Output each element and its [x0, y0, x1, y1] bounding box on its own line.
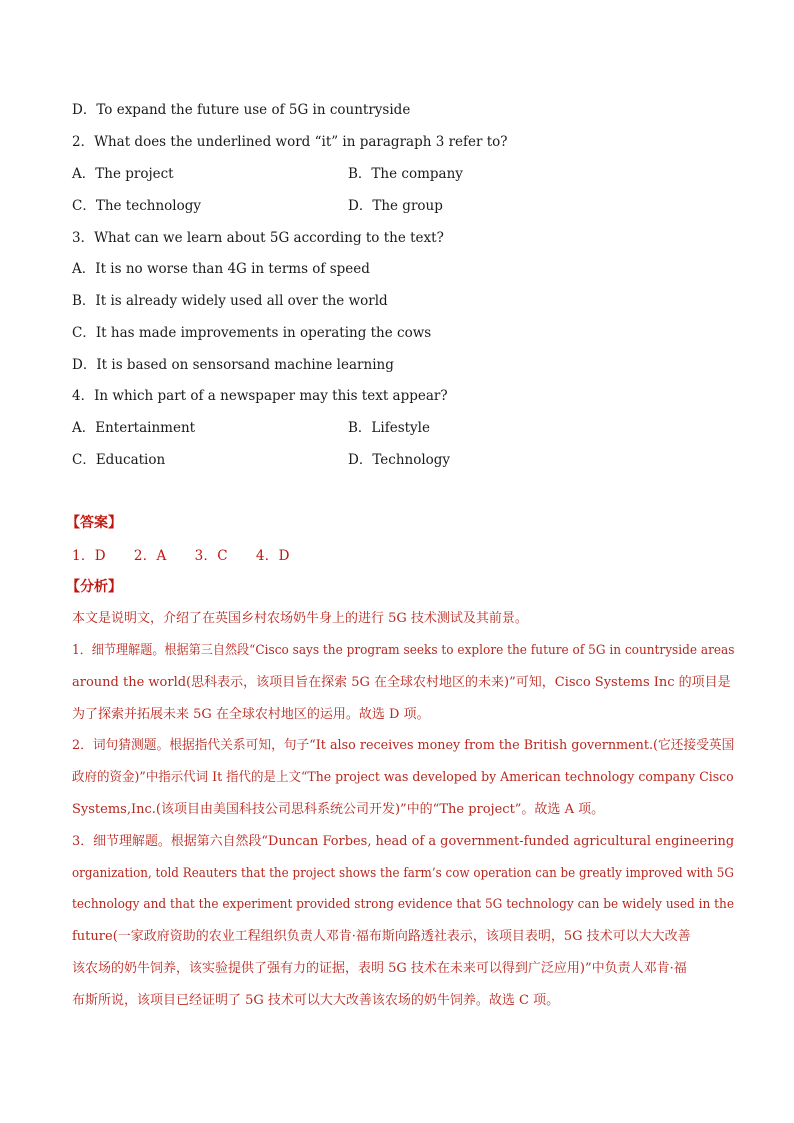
analysis-heading: 【分析】 — [66, 579, 122, 595]
analysis-line: technology and that the experiment provided strong evidence that 5G technology can be widely used in the — [72, 897, 735, 912]
q1-option-d: D．To expand the future use of 5G in countryside — [72, 102, 411, 118]
q2-stem: 2．What does the underlined word “it” in paragraph 3 refer to? — [72, 134, 508, 150]
answer-2: 2．A — [133, 548, 167, 564]
q4-option-d: D．Technology — [348, 452, 451, 468]
analysis-line: 2．词句猜测题。根据指代关系可知，句子“It also receives money from the British government.(它还接受英国 — [72, 738, 735, 753]
q3-option-a: A．It is no worse than 4G in terms of speed — [72, 261, 370, 277]
q3-stem: 3．What can we learn about 5G according to the text? — [72, 230, 444, 246]
q4-option-a: A．Entertainment — [72, 420, 196, 436]
answer-3: 3．C — [194, 548, 228, 564]
analysis-line: future(一家政府资助的农业工程组织负责人邓肯·福布斯向路透社表示，该项目表明，5G 技术可以大大改善 — [72, 929, 691, 944]
analysis-line: 本文是说明文，介绍了在英国乡村农场奶牛身上的进行 5G 技术测试及其前景。 — [72, 611, 528, 626]
answer-4: 4．D — [255, 548, 290, 564]
q2-option-a: A．The project — [72, 166, 174, 182]
analysis-line: organization, told Reauters that the project shows the farm’s cow operation can be greatly improved with 5G — [72, 866, 734, 881]
answer-1: 1．D — [72, 548, 106, 564]
q4-stem: 4．In which part of a newspaper may this text appear? — [72, 388, 448, 404]
q3-option-c: C．It has made improvements in operating the cows — [72, 325, 432, 341]
answer-heading: 【答案】 — [66, 515, 122, 531]
answer-list — [72, 547, 290, 565]
analysis-line: 政府的资金)”中指示代词 It 指代的是上文“The project was developed by American technology company Cisco — [72, 770, 734, 785]
analysis-line: 1．细节理解题。根据第三自然段“Cisco says the program seeks to explore the future of 5G in countryside areas — [72, 643, 735, 658]
analysis-line: 该农场的奶牛饲养，该实验提供了强有力的证据，表明 5G 技术在未来可以得到广泛应用)”中负责人邓肯·福 — [72, 961, 687, 976]
q4-option-c: C．Education — [72, 452, 166, 468]
q3-option-d: D．It is based on sensorsand machine learning — [72, 357, 394, 373]
analysis-line: 为了探索并拓展未来 5G 在全球农村地区的运用。故选 D 项。 — [72, 707, 430, 722]
q2-option-c: C．The technology — [72, 198, 202, 214]
q4-option-b: B．Lifestyle — [348, 420, 430, 436]
analysis-line: 3．细节理解题。根据第六自然段“Duncan Forbes, head of a government-funded agricultural engineering — [72, 834, 735, 849]
q2-option-d: D．The group — [348, 198, 443, 214]
analysis-line: around the world(思科表示，该项目旨在探索 5G 在全球农村地区的未来)”可知，Cisco Systems Inc 的项目是 — [72, 675, 731, 690]
analysis-line: 布斯所说，该项目已经证明了 5G 技术可以大大改善该农场的奶牛饲养。故选 C 项。 — [72, 993, 560, 1008]
q3-option-b: B．It is already widely used all over the world — [72, 293, 388, 309]
q2-option-b: B．The company — [348, 166, 463, 182]
analysis-line: Systems,Inc.(该项目由美国科技公司思科系统公司开发)”中的“The project”。故选 A 项。 — [72, 802, 605, 817]
